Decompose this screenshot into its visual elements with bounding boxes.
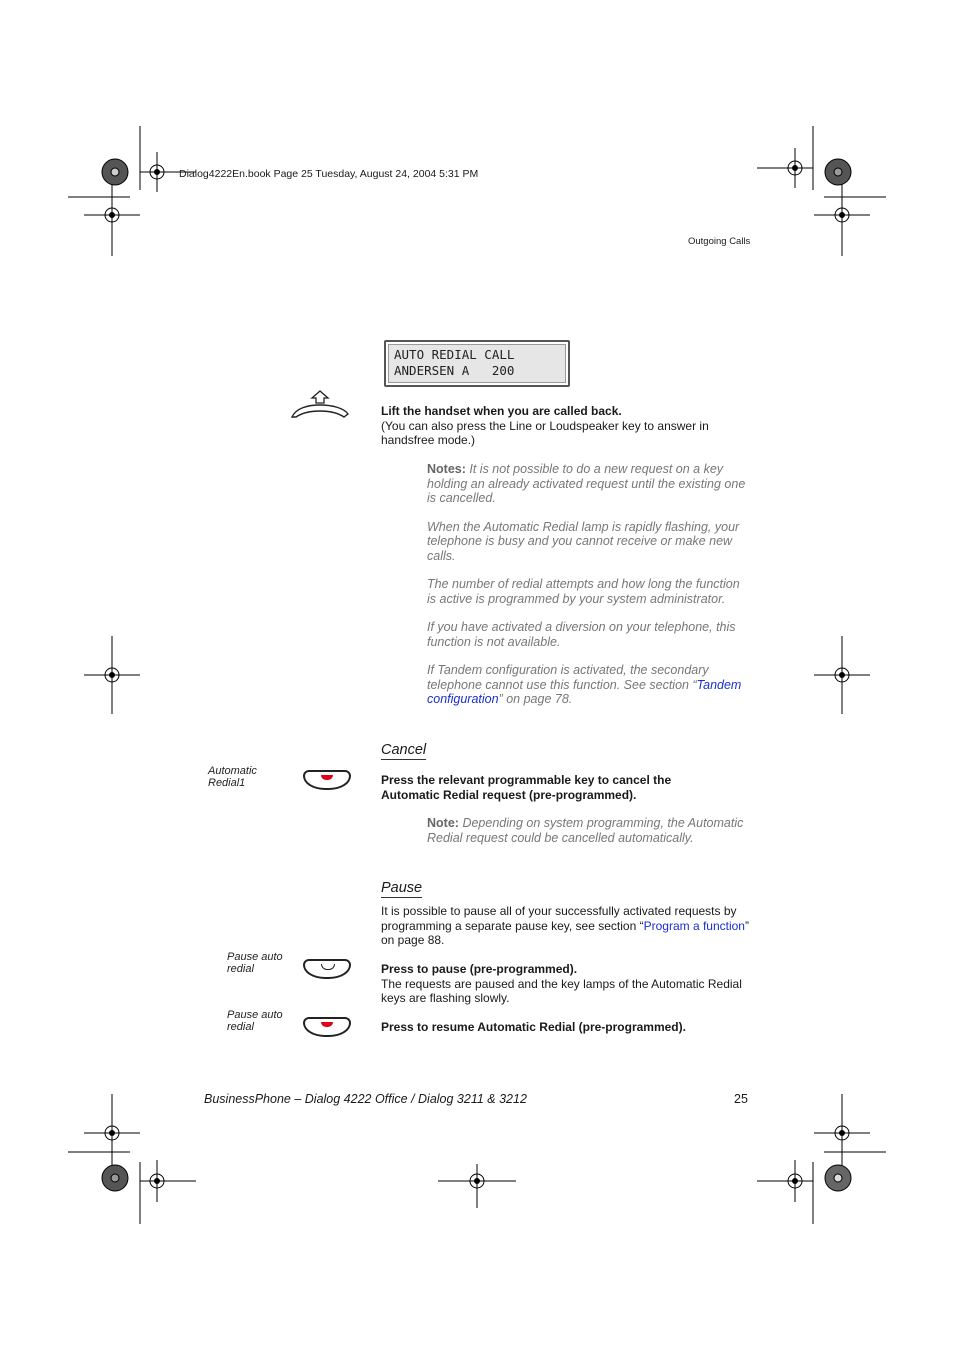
note-5-post: ” on page 78. <box>498 692 573 706</box>
note-2: When the Automatic Redial lamp is rapidly flashing, your telephone is busy and you cannot receive or make new calls. <box>427 519 740 563</box>
pause-intro-pre: It is possible to pause all of your successfully activated requests by programming a separate pause key, see section “ <box>381 904 737 933</box>
tandem-configuration-link[interactable]: Tandem configuration <box>427 677 742 706</box>
pause-step-2: Press to resume Automatic Redial (pre-programmed). <box>381 1020 686 1034</box>
program-a-function-link[interactable]: Program a function <box>643 918 745 933</box>
pause-step-1-text: The requests are paused and the key lamps of the Automatic Redial keys are flashing slowly. <box>381 976 742 1005</box>
cancel-note-text: Depending on system programming, the Automatic Redial request could be cancelled automatically. <box>427 816 744 845</box>
cancel-heading-wrap <box>381 741 426 759</box>
running-head: Outgoing Calls <box>688 236 751 247</box>
pause-heading: Pause <box>381 880 423 896</box>
footer-title: BusinessPhone – Dialog 4222 Office / Dialog 3211 & 3212 <box>204 1092 527 1106</box>
print-header: Dialog4222En.book Page 25 Tuesday, August 24, 2004 5:31 PM <box>179 168 479 180</box>
pause-step-1 <box>381 962 753 1006</box>
note-3: The number of redial attempts and how long the function is active is programmed by your system administrator. <box>427 577 740 606</box>
note-4: If you have activated a diversion on your telephone, this function is not available. <box>427 620 736 649</box>
page-number: 25 <box>734 1092 748 1106</box>
note-5-pre: If Tandem configuration is activated, the secondary telephone cannot use this function. See section “ <box>427 663 709 692</box>
notes-block <box>427 462 751 707</box>
display-line-1: AUTO REDIAL CALL <box>394 347 515 362</box>
lift-text: (You can also press the Line or Loudspeaker key to answer in handsfree mode.) <box>381 418 709 447</box>
cancel-note-label: Note: <box>427 816 459 830</box>
notes-label: Notes: <box>427 462 466 476</box>
lamp-on-icon <box>321 775 333 780</box>
note-5 <box>427 663 751 707</box>
note-1 <box>427 462 751 506</box>
cancel-heading: Cancel <box>381 742 427 758</box>
pause-step-1-bold: Press to pause (pre-programmed). <box>381 962 578 976</box>
lift-instruction <box>381 404 751 448</box>
lift-bold: Lift the handset when you are called back. <box>381 404 622 418</box>
pause-heading-wrap <box>381 879 422 897</box>
cancel-note <box>427 816 751 845</box>
lamp-off-icon <box>321 964 335 970</box>
note-1-text: It is not possible to do a new request on a key holding an already activated request until the existing one is cancelled. <box>427 462 746 505</box>
pause-key-2-label: Pause auto redial <box>227 1009 283 1033</box>
display-line-2: ANDERSEN A 200 <box>394 363 515 378</box>
cancel-instruction: Press the relevant programmable key to cancel the Automatic Redial request (pre-programmed). <box>381 773 672 802</box>
pause-intro-post: ” on page 88. <box>381 918 749 947</box>
phone-display <box>384 340 570 387</box>
handset-lift-icon <box>288 390 352 420</box>
pause-intro <box>381 904 753 948</box>
cancel-key-label: Automatic Redial1 <box>208 765 257 789</box>
pause-key-1-label: Pause auto redial <box>227 951 283 975</box>
lamp-on-icon <box>321 1022 333 1027</box>
